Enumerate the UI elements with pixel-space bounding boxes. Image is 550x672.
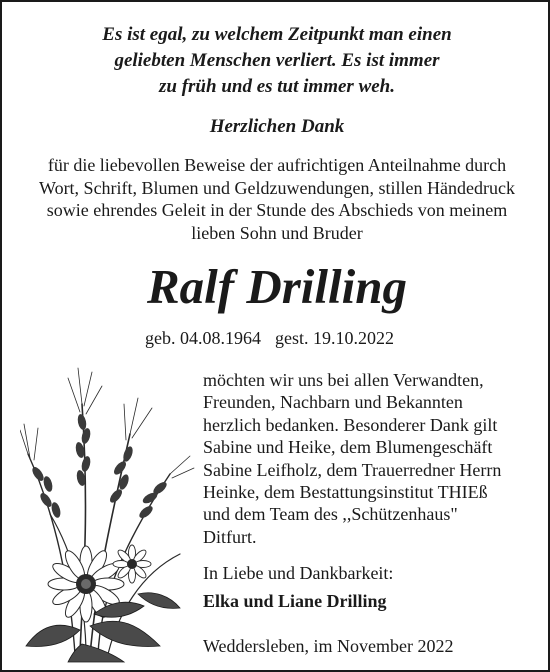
- body-line: Sabine Leifholz, dem Trauerredner Herrn: [203, 459, 502, 480]
- memorial-quote: [22, 22, 532, 100]
- intro-line: lieben Sohn und Bruder: [191, 222, 363, 243]
- body-line: möchten wir uns bei allen Verwandten,: [203, 370, 484, 390]
- deceased-name: Ralf Drilling: [146, 259, 408, 314]
- quote-line: geliebten Menschen verliert. Es ist immer: [114, 50, 440, 71]
- intro-paragraph: [12, 154, 542, 244]
- closing-phrase: In Liebe und Dankbarkeit:: [203, 563, 394, 583]
- place-and-date: Weddersleben, im November 2022: [203, 636, 454, 656]
- body-line: herzlich bedanken. Besonderer Dank gilt: [203, 414, 498, 435]
- body-line: Sabine und Heike, dem Blumengeschäft: [203, 437, 493, 458]
- quote-line: Es ist egal, zu welchem Zeitpunkt man einen: [102, 24, 452, 45]
- family-signature: Elka und Liane Drilling: [203, 591, 387, 611]
- intro-line: Wort, Schrift, Blumen und Geldzuwendungen, stillen Händedruck: [39, 177, 515, 198]
- wheat-flower-bouquet-icon: [20, 364, 195, 664]
- body-line: Freunden, Nachbarn und Bekannten: [203, 392, 463, 413]
- quote-line: zu früh und es tut immer weh.: [159, 76, 395, 97]
- intro-line: sowie ehrendes Geleit in der Stunde des Abschieds von meinem: [46, 200, 508, 220]
- body-line: Heinke, dem Bestattungsinstitut THIEß: [203, 482, 488, 503]
- birth-date: geb. 04.08.1964: [145, 328, 261, 348]
- thanks-body: [203, 369, 543, 548]
- intro-line: für die liebevollen Beweise der aufrichtigen Anteilnahme durch: [47, 155, 507, 175]
- thanks-heading: Herzlichen Dank: [209, 116, 345, 137]
- death-date: gest. 19.10.2022: [275, 328, 394, 348]
- life-dates: [145, 327, 394, 349]
- body-line: Ditfurt.: [203, 526, 257, 547]
- body-line: und dem Team des ,,Schützenhaus": [203, 504, 458, 525]
